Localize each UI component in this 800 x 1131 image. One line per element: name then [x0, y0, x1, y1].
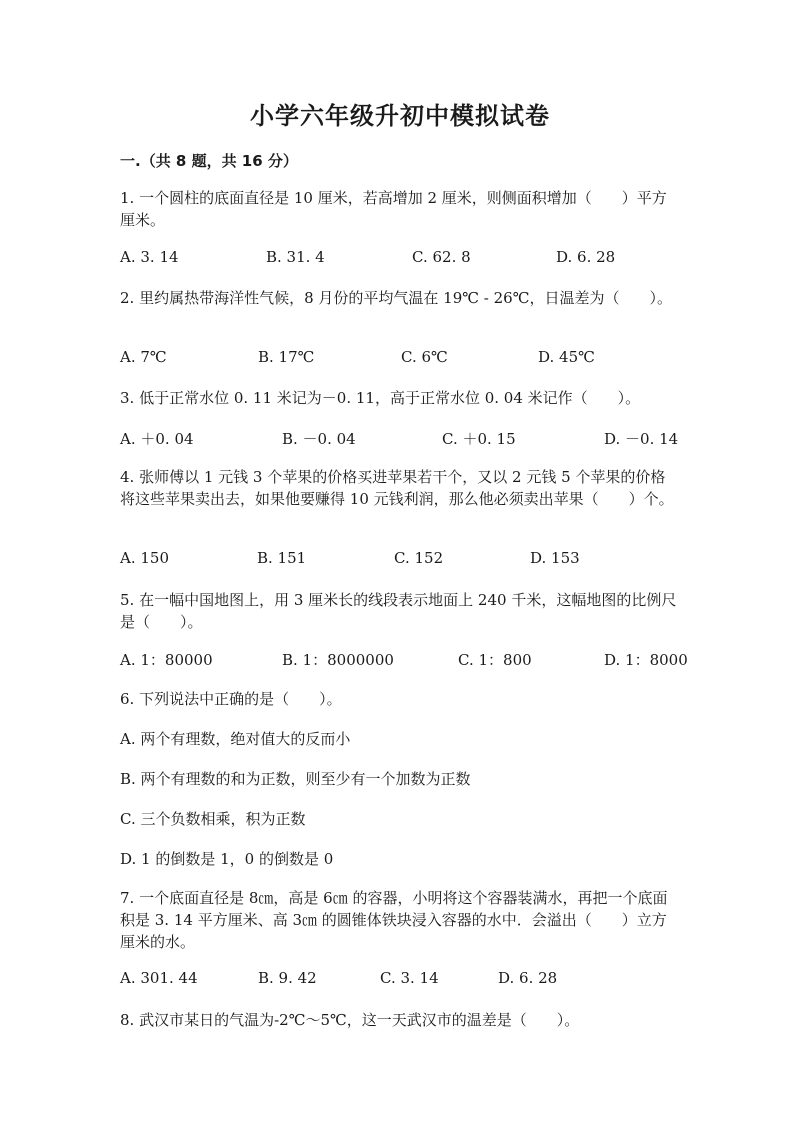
question-6: 6. 下列说法中正确的是（ ）。	[120, 690, 342, 708]
option-b[interactable]: B. 17℃	[258, 348, 315, 366]
question-3: 3. 低于正常水位 0. 11 米记为－0. 11，高于正常水位 0. 04 米记作（ ）。	[120, 389, 641, 407]
option-c[interactable]: C. 3. 14	[380, 969, 439, 987]
option-d[interactable]: D. －0. 14	[604, 430, 679, 448]
option-c[interactable]: C. 1：800	[458, 651, 532, 669]
option-d[interactable]: D. 45℃	[538, 348, 595, 366]
option-d[interactable]: D. 1：8000	[604, 651, 688, 669]
option-b[interactable]: B. 31. 4	[266, 248, 325, 266]
option-b[interactable]: B. 两个有理数的和为正数，则至少有一个加数为正数	[120, 770, 471, 788]
options-3	[120, 428, 700, 450]
question-5: 5. 在一幅中国地图上，用 3 厘米长的线段表示地面上 240 千米，这幅地图的比例尺是（ ）。	[120, 591, 677, 631]
option-a[interactable]: A. 1：80000	[120, 651, 213, 669]
option-c[interactable]: C. 6℃	[401, 348, 448, 366]
question-2: 2. 里约属热带海洋性气候，8 月份的平均气温在 19℃ - 26℃，日温差为（ ）。	[120, 289, 673, 307]
question-8: 8. 武汉市某日的气温为-2℃～5℃，这一天武汉市的温差是（ ）。	[120, 1011, 580, 1029]
options-5	[120, 649, 700, 671]
option-d[interactable]: D. 6. 28	[498, 969, 558, 987]
page-title: 小学六年级升初中模拟试卷	[250, 102, 550, 130]
question-1: 1. 一个圆柱的底面直径是 10 厘米，若高增加 2 厘米，则侧面积增加（ ）平方厘米。	[120, 189, 667, 229]
options-7	[120, 969, 700, 991]
option-c[interactable]: C. 152	[394, 549, 444, 567]
option-b[interactable]: B. 9. 42	[258, 969, 317, 987]
option-b[interactable]: B. －0. 04	[282, 430, 356, 448]
option-a[interactable]: A. ＋0. 04	[120, 430, 194, 448]
option-c[interactable]: C. 三个负数相乘，积为正数	[120, 810, 306, 828]
option-b[interactable]: B. 151	[257, 549, 307, 567]
options-4	[120, 549, 700, 571]
option-a[interactable]: A. 两个有理数，绝对值大的反而小	[120, 730, 351, 748]
options-2	[120, 348, 700, 370]
options-1	[120, 248, 700, 270]
option-a[interactable]: A. 3. 14	[120, 248, 179, 266]
option-a[interactable]: A. 150	[120, 549, 169, 567]
section-heading: 一.（共 8 题，共 16 分）	[120, 152, 298, 170]
option-c[interactable]: C. 62. 8	[412, 248, 471, 266]
question-4: 4. 张师傅以 1 元钱 3 个苹果的价格买进苹果若干个，又以 2 元钱 5 个苹果的价格将这些苹果卖出去，如果他要赚得 10 元钱利润，那么他必须卖出苹果（ ）个。	[120, 468, 674, 508]
option-d[interactable]: D. 6. 28	[556, 248, 616, 266]
option-d[interactable]: D. 153	[530, 549, 580, 567]
question-7: 7. 一个底面直径是 8㎝，高是 6㎝ 的容器，小明将这个容器装满水，再把一个底面积是 3. 14 平方厘米、高 3㎝ 的圆锥体铁块浸入容器的水中．会溢出（ ）立方厘米的水。	[120, 889, 668, 951]
option-a[interactable]: A. 301. 44	[120, 969, 198, 987]
option-a[interactable]: A. 7℃	[120, 348, 167, 366]
option-b[interactable]: B. 1：8000000	[282, 651, 394, 669]
option-d[interactable]: D. 1 的倒数是 1，0 的倒数是 0	[120, 850, 334, 868]
option-c[interactable]: C. ＋0. 15	[442, 430, 516, 448]
